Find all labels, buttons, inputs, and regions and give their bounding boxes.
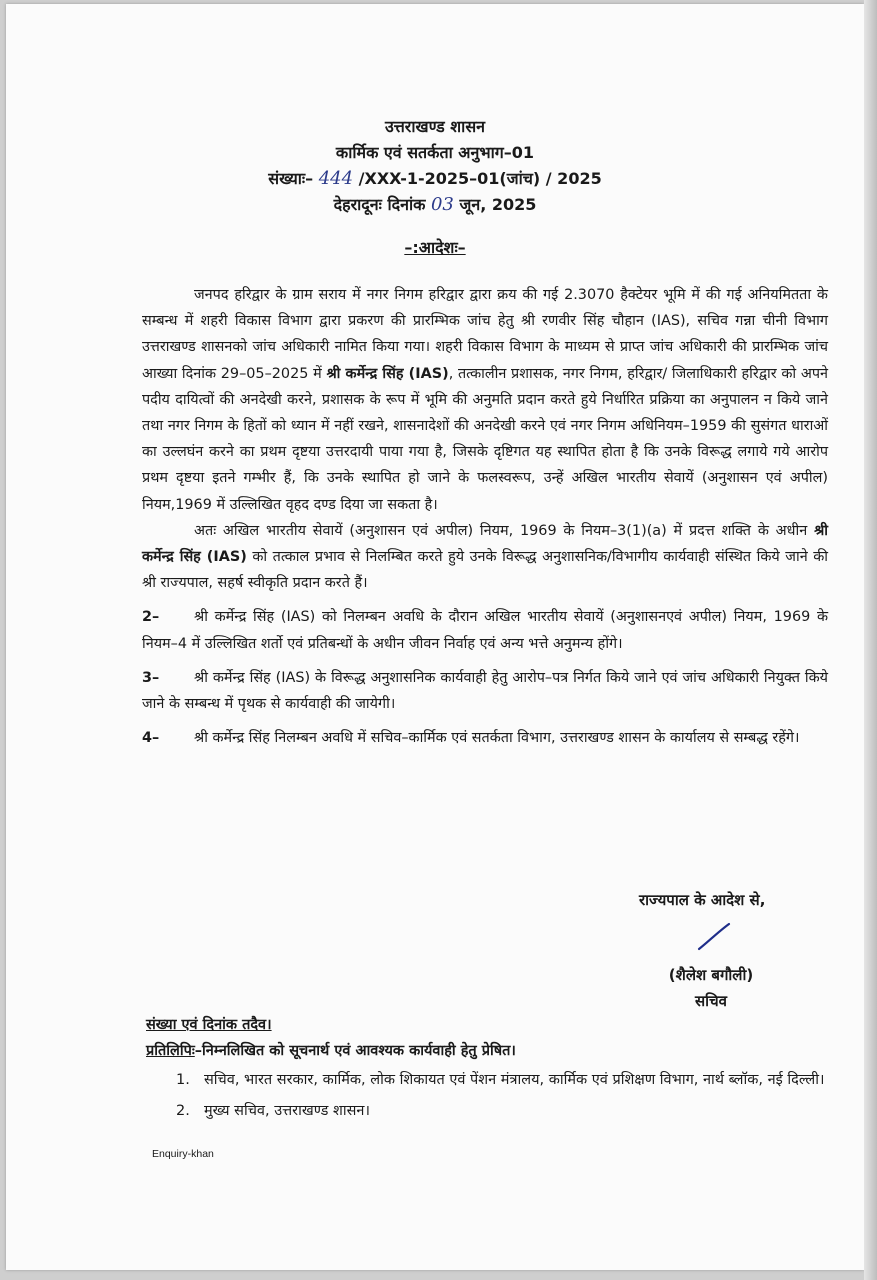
list-item — [176, 1068, 836, 1093]
order-title — [6, 236, 864, 258]
signatory-block — [646, 962, 776, 1014]
signature-mark — [696, 922, 732, 952]
paragraph-1 — [142, 282, 828, 518]
department-name: कार्मिक एवं सतर्कता अनुभाग–01 — [335, 143, 535, 162]
government-name: उत्तराखण्ड शासन — [384, 117, 486, 136]
paragraph-text: श्री कर्मेन्द्र सिंह (IAS) को निलम्बन अवधि के दौरान अखिल भारतीय सेवायें (अनुशासनएवं अपील) नियम, 1969 के नियम–4 में उल्लिखित शर्तो एवं प्रतिबन्धों के अधीन जीवन निर्वाह एवं अन्य भत्ते अनुमन्य होंगे। — [142, 609, 828, 652]
copy-to-section — [146, 1012, 836, 1130]
order-number-suffix: /XXX-1-2025–01(जांच) / 2025 — [358, 169, 602, 188]
reference-code: Enquiry-khan — [152, 1148, 214, 1160]
recipient-number: 1. — [176, 1072, 190, 1088]
order-title-text: –:आदेशः– — [404, 238, 466, 257]
document-header — [6, 114, 864, 218]
numbered-paragraph — [142, 604, 828, 656]
paragraph-number: 4– — [142, 730, 160, 747]
paragraph-2-text-a: अतः अखिल भारतीय सेवायें (अनुशासन एवं अपील) नियम, 1969 के नियम–3(1)(a) में प्रदत्त शक्ति के अधीन — [194, 522, 808, 539]
paragraph-2-text-b: को तत्काल प्रभाव से निलम्बित करते हुये उनके विरूद्ध अनुशासनिक/विभागीय कार्यवाही संस्थित किये जाने की श्री राज्यपाल, सहर्ष स्वीकृति प्रदान करते हैं। — [142, 549, 829, 592]
paragraph-text: श्री कर्मेन्द्र सिंह (IAS) के विरूद्ध अनुशासनिक कार्यवाही हेतु आरोप–पत्र निर्गत किये जाने एवं जांच अधिकारी नियुक्त किये जाने के सम्बन्ध में पृथक से कार्यवाही की जायेगी। — [142, 669, 828, 713]
numbered-paragraph — [142, 665, 828, 717]
order-body — [142, 282, 828, 751]
copy-to-line — [146, 1038, 836, 1064]
signatory-designation: सचिव — [695, 992, 727, 1010]
order-date — [6, 192, 864, 218]
order-date-suffix: जून, 2025 — [459, 195, 537, 214]
paragraph-1-text-b: , तत्कालीन प्रशासक, नगर निगम, हरिद्वार/ जिलाधिकारी हरिद्वार को अपने पदीय दायित्वों की अनदेखी करने, प्रशासक के रूप में भूमि की अनुमति प्रदान करते हुये निर्धारित प्रक्रिया का अनुपालन न किये जाने तथा नगर निगम के हितों को ध्यान में नहीं रखने, शासनादेशों की अनदेखी करने एवं नगर निगम अधिनियम–1959 की सुसंगत धाराओं का उल्लघंन करने का प्रथम दृष्टया उत्तरदायी पाया गया है, जिसके दृष्टिगत यह स्थापित होता है कि उनके विरूद्ध लगाये गये आरोप प्रथम दृष्टया इतने गम्भीर हैं, कि उनके स्थापित हो जाने के फलस्वरूप, उन्हें अखिल भारतीय सेवायें (अनुशासन एवं अपील) नियम,1969 में उल्लिखित वृहद दण्ड दिया जा सकता है। — [142, 365, 828, 513]
recipient-text: सचिव, भारत सरकार, कार्मिक, लोक शिकायत एवं पेंशन मंत्रालय, कार्मिक एवं प्रशिक्षण विभाग, नार्थ ब्लॉक, नई दिल्ली। — [204, 1072, 825, 1088]
same-number-date: संख्या एवं दिनांक तदैव। — [146, 1017, 272, 1033]
order-date-prefix: देहरादूनः दिनांक — [333, 195, 426, 214]
order-date-handwritten: 03 — [430, 194, 454, 215]
numbered-paragraph — [142, 725, 828, 751]
order-number-prefix: संख्याः– — [268, 169, 314, 188]
copy-to-text: –निम्नलिखित को सूचनार्थ एवं आवश्यक कार्यवाही हेतु प्रेषित। — [194, 1043, 516, 1059]
by-order-of-governor: राज्यपाल के आदेश से, — [639, 891, 766, 909]
paragraph-number: 3– — [142, 669, 160, 686]
copy-to-label: प्रतिलिपिः — [146, 1043, 195, 1059]
paragraph-1-text-a: जनपद हरिद्वार के ग्राम सराय में नगर निगम हरिद्वार द्वारा क्रय की गई 2.3070 हैक्टेयर भूमि में की गई अनियमितता के सम्बन्ध में शहरी विकास विभाग द्वारा प्रकरण की प्रारम्भिक जांच हेतु श्री रणवीर सिंह चौहान (IAS), सचिव गन्ना चीनी विभाग उत्तराखण्ड शासनको जांच अधिकारी नामित किया गया। शहरी विकास विभाग के माध्यम से प्राप्त जांच अधिकारी की प्रारम्भिक जांच आख्या दिनांक 29–05–2025 में — [142, 287, 828, 382]
paragraph-2 — [142, 518, 828, 597]
page-edge-shadow — [864, 0, 877, 1280]
order-number — [6, 166, 864, 192]
recipient-text: मुख्य सचिव, उत्तराखण्ड शासन। — [204, 1103, 370, 1119]
order-number-handwritten: 444 — [318, 168, 354, 189]
paragraph-2-officer-name: श्री कर्मेन्द्र सिंह (IAS) — [142, 522, 828, 566]
recipient-list — [146, 1068, 836, 1124]
document-page — [6, 4, 864, 1270]
paragraph-number: 2– — [142, 609, 160, 626]
signatory-name: (शैलेश बगौली) — [668, 966, 754, 984]
paragraph-1-officer-name: श्री कर्मेन्द्र सिंह (IAS) — [326, 365, 449, 382]
paragraph-text: श्री कर्मेन्द्र सिंह निलम्बन अवधि में सचिव–कार्मिक एवं सतर्कता विभाग, उत्तराखण्ड शासन के कार्यालय से सम्बद्ध रहेंगे। — [194, 730, 800, 747]
recipient-number: 2. — [176, 1103, 190, 1119]
list-item — [176, 1099, 836, 1124]
